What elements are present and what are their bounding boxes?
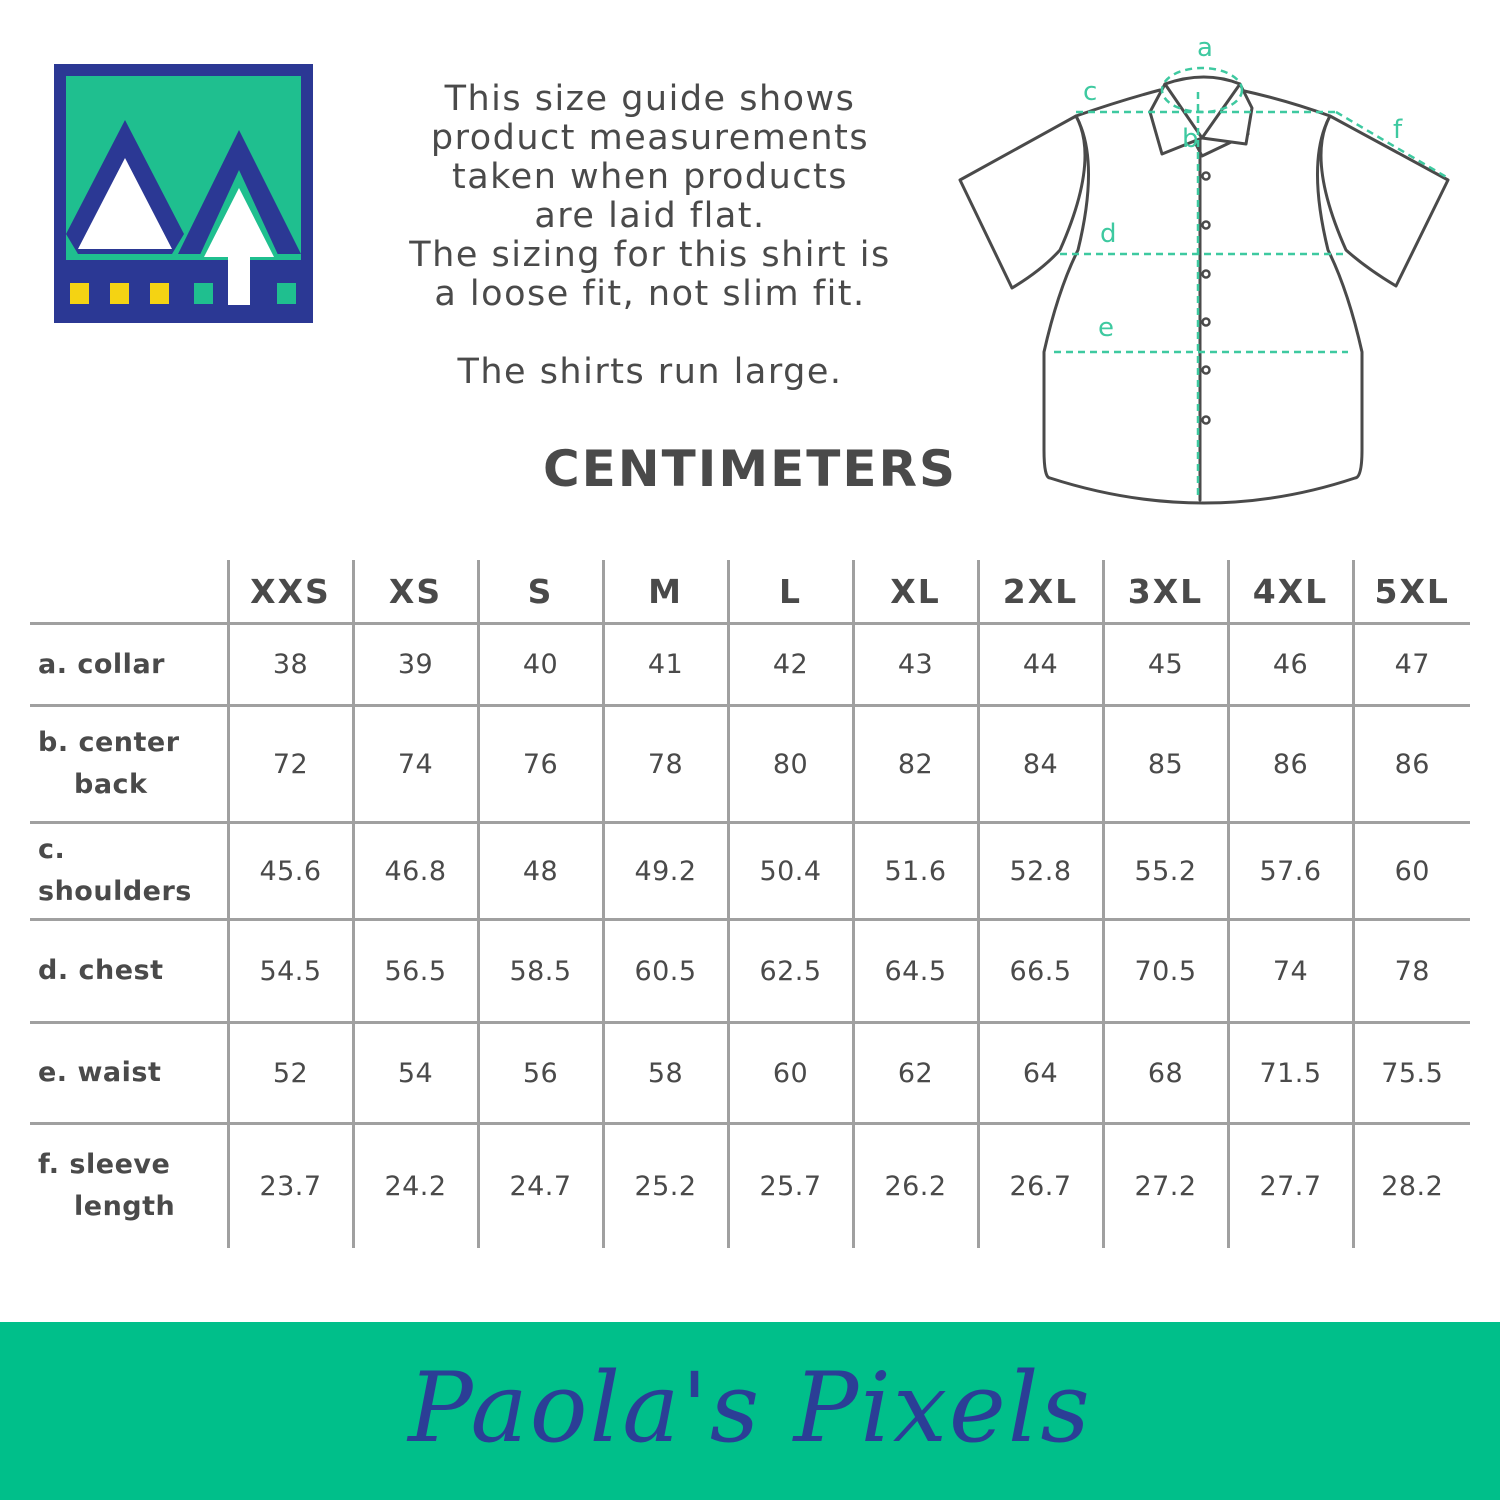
size-header: L: [728, 560, 853, 624]
table-cell: 28.2: [1353, 1124, 1470, 1248]
table-cell: 62: [853, 1023, 978, 1124]
table-cell: 85: [1103, 706, 1228, 823]
table-cell: 24.2: [353, 1124, 478, 1248]
footer-banner: [0, 1322, 1500, 1500]
diagram-label-b: b: [1182, 124, 1199, 154]
table-cell: 24.7: [478, 1124, 603, 1248]
table-cell: 42: [728, 624, 853, 706]
diagram-label-d: d: [1100, 219, 1117, 249]
fit-note: The shirts run large.: [457, 352, 843, 392]
row-label-line: f. sleeve: [38, 1149, 171, 1181]
intro-line: product measurements: [430, 118, 870, 158]
table-cell: 55.2: [1103, 823, 1228, 920]
units-title: CENTIMETERS: [542, 440, 958, 498]
table-cell: 45: [1103, 624, 1228, 706]
table-cell: 51.6: [853, 823, 978, 920]
size-header: XL: [853, 560, 978, 624]
table-row-chest: [30, 920, 1470, 1023]
row-label: [30, 1023, 228, 1124]
table-cell: 39: [353, 624, 478, 706]
table-cell: 46.8: [353, 823, 478, 920]
table-cell: 56.5: [353, 920, 478, 1023]
row-label-line: length: [74, 1191, 176, 1223]
intro-line: a loose fit, not slim fit.: [434, 274, 866, 314]
size-header: 3XL: [1103, 560, 1228, 624]
table-cell: 74: [1228, 920, 1353, 1023]
table-cell: 52.8: [978, 823, 1103, 920]
brand-logo: [54, 64, 313, 323]
table-cell: 64: [978, 1023, 1103, 1124]
table-cell: 84: [978, 706, 1103, 823]
table-row-center-back: [30, 706, 1470, 823]
table-cell: 45.6: [228, 823, 353, 920]
table-cell: 26.2: [853, 1124, 978, 1248]
intro-line: taken when products: [451, 157, 849, 197]
size-header-row: [30, 560, 1470, 624]
table-cell: 57.6: [1228, 823, 1353, 920]
table-cell: 25.2: [603, 1124, 728, 1248]
size-header: 5XL: [1353, 560, 1470, 624]
intro-line: This size guide shows: [444, 79, 856, 119]
table-cell: 25.7: [728, 1124, 853, 1248]
table-cell: 70.5: [1103, 920, 1228, 1023]
table-cell: 82: [853, 706, 978, 823]
intro-line: The sizing for this shirt is: [409, 235, 891, 275]
table-cell: 23.7: [228, 1124, 353, 1248]
diagram-label-f: f: [1393, 115, 1403, 145]
table-row-waist: [30, 1023, 1470, 1124]
table-cell: 86: [1228, 706, 1353, 823]
row-label-line: a. collar: [38, 648, 165, 680]
header-corner: [30, 560, 228, 624]
table-cell: 60: [1353, 823, 1470, 920]
size-header: 2XL: [978, 560, 1103, 624]
table-cell: 78: [1353, 920, 1470, 1023]
size-header: M: [603, 560, 728, 624]
table-cell: 54: [353, 1023, 478, 1124]
table-cell: 72: [228, 706, 353, 823]
row-label: [30, 624, 228, 706]
row-label-line: b. center: [38, 727, 180, 758]
table-cell: 75.5: [1353, 1023, 1470, 1124]
table-cell: 27.2: [1103, 1124, 1228, 1248]
size-header: 4XL: [1228, 560, 1353, 624]
row-label-line: c. shoulders: [38, 834, 192, 907]
row-label: [30, 1124, 228, 1248]
table-cell: 56: [478, 1023, 603, 1124]
table-cell: 62.5: [728, 920, 853, 1023]
table-cell: 60: [728, 1023, 853, 1124]
row-label-line: back: [74, 769, 148, 800]
size-chart-table: [30, 560, 1470, 1248]
size-header: XXS: [228, 560, 353, 624]
size-header: S: [478, 560, 603, 624]
diagram-label-a: a: [1197, 33, 1213, 63]
size-guide-intro: [360, 80, 940, 392]
table-cell: 74: [353, 706, 478, 823]
brand-wordmark: Paola's Pixels: [408, 1352, 1092, 1464]
row-label-line: e. waist: [38, 1057, 162, 1088]
table-cell: 64.5: [853, 920, 978, 1023]
table-row-sleeve-length: [30, 1124, 1470, 1248]
shirt-measurement-diagram: [950, 30, 1460, 530]
table-row-shoulders: [30, 823, 1470, 920]
table-cell: 60.5: [603, 920, 728, 1023]
table-cell: 44: [978, 624, 1103, 706]
table-cell: 43: [853, 624, 978, 706]
table-cell: 58.5: [478, 920, 603, 1023]
size-header: XS: [353, 560, 478, 624]
row-label-line: d. chest: [38, 955, 164, 986]
table-cell: 27.7: [1228, 1124, 1353, 1248]
table-cell: 66.5: [978, 920, 1103, 1023]
table-cell: 50.4: [728, 823, 853, 920]
table-cell: 46: [1228, 624, 1353, 706]
table-cell: 41: [603, 624, 728, 706]
table-cell: 78: [603, 706, 728, 823]
table-cell: 86: [1353, 706, 1470, 823]
table-cell: 76: [478, 706, 603, 823]
table-cell: 38: [228, 624, 353, 706]
table-cell: 40: [478, 624, 603, 706]
diagram-label-c: c: [1083, 77, 1098, 107]
diagram-label-e: e: [1098, 313, 1114, 343]
table-cell: 47: [1353, 624, 1470, 706]
table-cell: 58: [603, 1023, 728, 1124]
table-cell: 26.7: [978, 1124, 1103, 1248]
table-cell: 71.5: [1228, 1023, 1353, 1124]
table-cell: 48: [478, 823, 603, 920]
table-cell: 54.5: [228, 920, 353, 1023]
table-cell: 52: [228, 1023, 353, 1124]
row-label: [30, 706, 228, 823]
row-label: [30, 823, 228, 920]
table-row-collar: [30, 624, 1470, 706]
table-cell: 68: [1103, 1023, 1228, 1124]
table-cell: 80: [728, 706, 853, 823]
table-cell: 49.2: [603, 823, 728, 920]
row-label: [30, 920, 228, 1023]
intro-line: are laid flat.: [534, 196, 766, 236]
